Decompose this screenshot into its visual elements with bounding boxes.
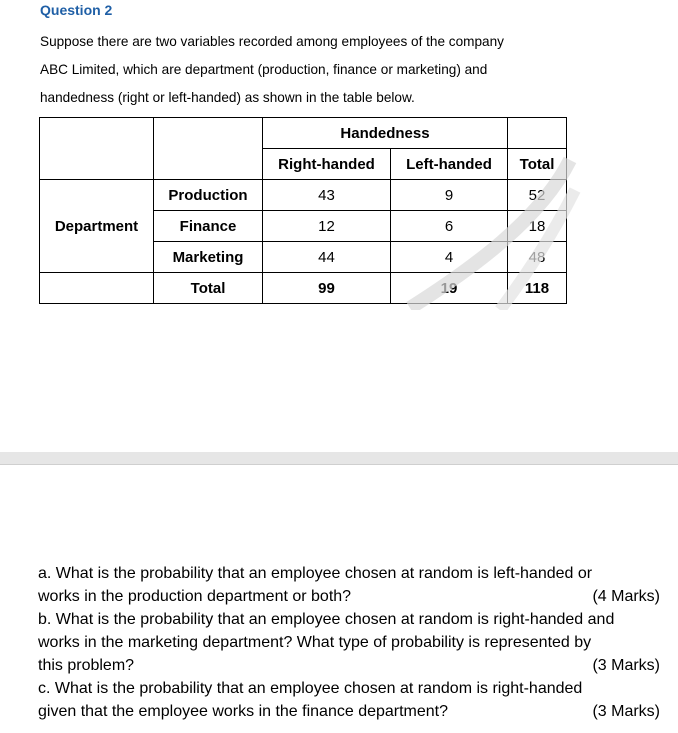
question-b-line: works in the marketing department? What type of probability is represented by [38,634,592,651]
intro-paragraph [40,28,560,112]
cell-right-total: 99 [263,273,391,304]
questions-block [38,562,662,723]
row-label: Finance [154,211,263,242]
corner-cell [40,118,154,180]
contingency-table [39,117,567,304]
question-c-line [38,700,662,723]
blank-cell [508,118,567,149]
question-c-text: given that the employee works in the finance department? [38,703,449,720]
department-header: Department [40,180,154,273]
cell-right: 44 [263,242,391,273]
blank-cell [40,273,154,304]
cell-left: 9 [391,180,508,211]
row-label: Production [154,180,263,211]
cell-total: 52 [508,180,567,211]
question-b-line: b. What is the probability that an employee chosen at random is right-handed and [38,611,615,628]
cell-grand-total: 118 [508,273,567,304]
handedness-header: Handedness [263,118,508,149]
cell-left-total: 19 [391,273,508,304]
intro-line: ABC Limited, which are department (production, finance or marketing) and [40,62,488,77]
question-a-marks: (4 Marks) [592,588,660,605]
corner-cell [154,118,263,180]
question-c-line: c. What is the probability that an employee chosen at random is right-handed [38,680,583,697]
question-c-marks: (3 Marks) [592,703,660,720]
row-label-total: Total [154,273,263,304]
question-a-line [38,585,662,608]
question-b-marks: (3 Marks) [592,657,660,674]
question-a-text: works in the production department or both? [38,588,352,605]
intro-line: Suppose there are two variables recorded among employees of the company [40,34,504,49]
question-b-text: this problem? [38,657,135,674]
cell-right: 43 [263,180,391,211]
col-header-right: Right-handed [263,149,391,180]
question-a-line: a. What is the probability that an employee chosen at random is left-handed or [38,565,593,582]
cell-right: 12 [263,211,391,242]
col-header-left: Left-handed [391,149,508,180]
page-divider [0,452,678,465]
row-label: Marketing [154,242,263,273]
cell-total: 18 [508,211,567,242]
cell-left: 4 [391,242,508,273]
cell-total: 48 [508,242,567,273]
col-header-total: Total [508,149,567,180]
question-b-line [38,654,662,677]
cell-left: 6 [391,211,508,242]
intro-line: handedness (right or left-handed) as shown in the table below. [40,90,415,105]
question-title: Question 2 [40,2,113,18]
